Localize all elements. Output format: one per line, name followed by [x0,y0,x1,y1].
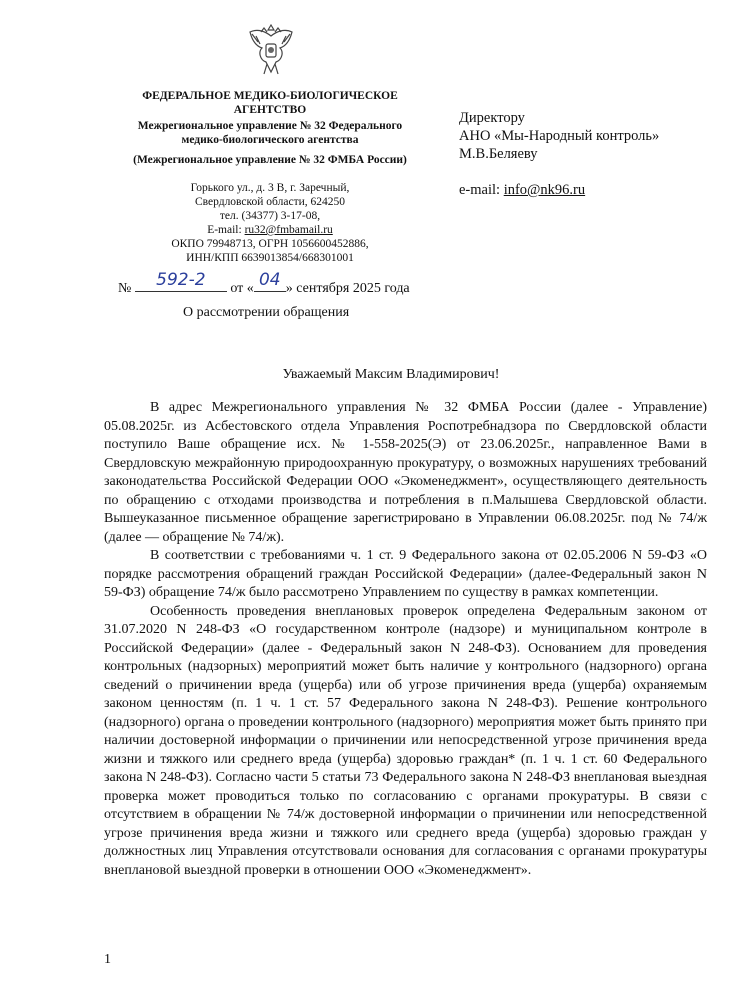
page-number: 1 [104,952,111,967]
day-blank [254,270,286,292]
sender-email-line: E-mail: ru32@fmbamail.ru [207,224,333,236]
department-short-name: (Межрегиональное управление № 32 ФМБА России) [133,154,407,166]
address-line1: Горького ул., д. 3 В, г. Заречный, [190,182,350,194]
sender-address [110,181,430,265]
sender-block [110,89,430,265]
department-name-line1: Межрегиональное управление № 32 Федерального [137,120,403,132]
recipient-title: Директору [459,110,525,126]
agency-name-line1: ФЕДЕРАЛЬНОЕ МЕДИКО-БИОЛОГИЧЕСКОЕ [142,90,398,102]
sender-email-link[interactable]: ru32@fmbamail.ru [244,224,333,236]
department-name-line2: медико-биологического агентства [181,134,359,146]
body-paragraph-3: Особенность проведения внеплановых проверок определена Федеральным законом от 31.07.2020 N 248-ФЗ «О государственном контроле (надзоре) и муниципальном контроле в Российской Федерации» (далее - Федеральный закон N 248-ФЗ). Основанием для проведения контрольных (надзорных) мероприятий может быть наличие у контрольного (надзорного) органа сведений о причинении вреда (ущерба) или об угрозе причинения вреда (ущерба) охраняемым законом ценностям (п. 1 ч. 1 ст. 57 Федерального закона N 248-ФЗ). Решение контрольного (надзорного) органа о проведении контрольного (надзорного) мероприятия может быть принято при наличии достоверной информации о причинении или непосредственной угрозе причинения вреда жизни и тяжкого или среднего вреда (ущерба) здоровью граждан* (п. 1 ч. 1 ст. 60 Федерального закона N 248-ФЗ). Согласно части 5 статьи 73 Федерального закона N 248-ФЗ внеплановая выездная проверка может проводиться только по согласованию с органами прокуратуры. В связи с отсутствием в обращении № 74/ж достоверной информации о причинении или непосредственной угрозе причинения вреда жизни и тяжкого или среднего вреда (ущерба) здоровью граждан у должностных лиц Управления отсутствовали основания для согласования с органами прокуратуры внеплановой выездной проверки в отношении ООО «Экоменеджмент». [104,603,707,878]
recipient-block [459,109,659,199]
address-line2: Свердловской области, 624250 [194,196,346,208]
handwritten-number: 592-2 [156,270,206,290]
number-blank [135,270,227,292]
date-suffix: » сентября 2025 года [285,281,410,296]
okpo-ogrn: ОКПО 79948713, ОГРН 1056600452886, [171,238,369,250]
letter-subject: О рассмотрении обращения [183,305,350,320]
recipient-email-line: e-mail: info@nk96.ru [459,182,586,198]
number-prefix: № [118,281,132,296]
recipient-name: М.В.Беляеву [459,146,538,162]
inn-kpp: ИНН/КПП 6639013854/668301001 [186,252,354,264]
salutation: Уважаемый Максим Владимирович! [282,367,500,382]
recipient-org: АНО «Мы-Народный контроль» [459,128,660,144]
date-prefix: от « [230,281,254,296]
sender-phone: тел. (34377) 3-17-08, [219,210,321,222]
document-number-line [118,270,410,297]
handwritten-day: 04 [258,270,281,290]
russian-coat-of-arms-emblem [246,22,296,78]
recipient-email-link[interactable]: info@nk96.ru [503,182,586,198]
letter-body [104,399,707,880]
body-paragraph-2: В соответствии с требованиями ч. 1 ст. 9 Федерального закона от 02.05.2006 N 59-ФЗ «О порядке рассмотрения обращений граждан Российской Федерации» (далее-Федеральный закон N 59-ФЗ) обращение 74/ж было рассмотрено Управлением по существу в рамках компетенции. [104,548,707,600]
body-paragraph-1: В адрес Межрегионального управления № 32 ФМБА России (далее - Управление) 05.08.2025г. из Асбестовского отдела Управления Роспотребнадзора по Свердловской области поступило Ваше обращение исх. № 1-558-2025(Э) от 23.06.2025г., направленное Вами в Свердловскую межрайонную природоохранную прокуратуру, о возможных нарушениях требований законодательства Российской Федерации ООО «Экоменеджмент», осуществляющего деятельность по обращению с отходами производства и потребления в п.Малышева Свердловской области. Вышеуказанное письменное обращение зарегистрировано в Управлении 06.08.2025г. под № 74/ж (далее — обращение № 74/ж). [104,400,707,545]
agency-name-line2: АГЕНТСТВО [233,104,307,116]
